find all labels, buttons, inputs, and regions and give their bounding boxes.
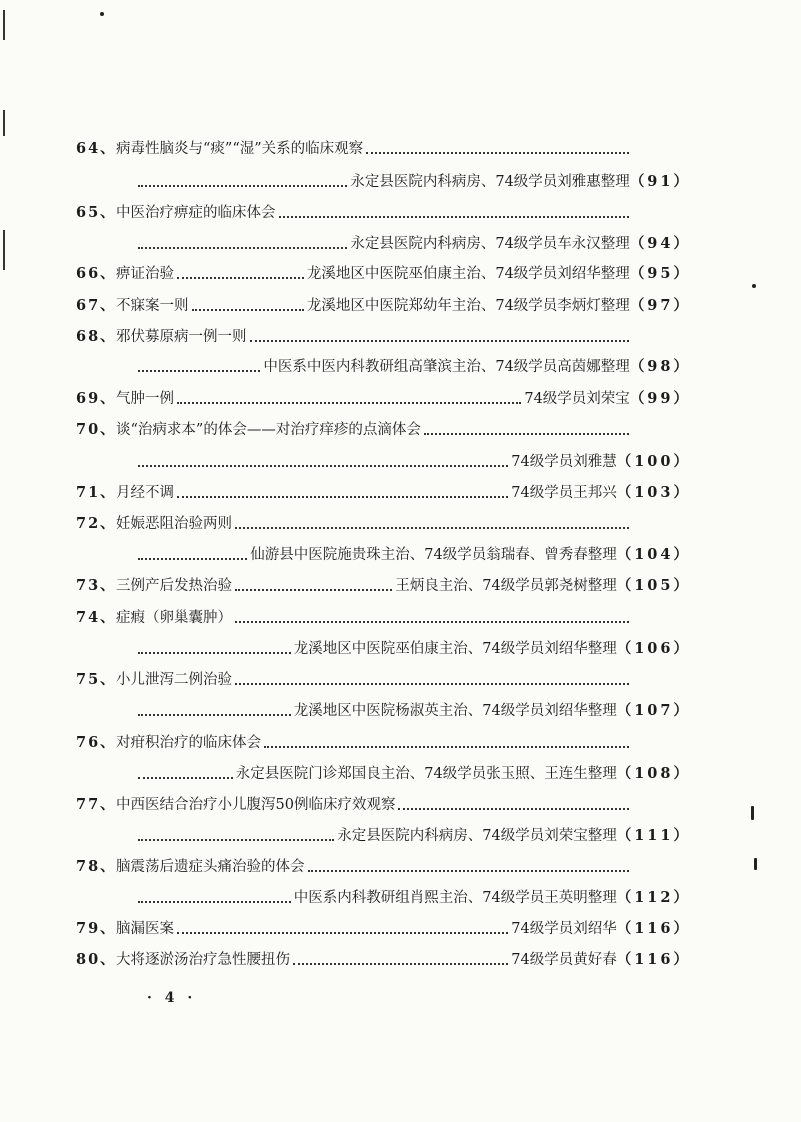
scan-edge-mark xyxy=(3,110,5,136)
entry-number: 77、 xyxy=(76,796,117,813)
entry-page: （111） xyxy=(616,827,691,844)
dot-leader xyxy=(235,683,629,685)
dot-leader xyxy=(235,589,392,591)
entry-page: （91） xyxy=(629,173,691,190)
entry-number: 69、 xyxy=(76,390,117,407)
toc-entry-79 xyxy=(76,919,691,941)
scan-speck xyxy=(100,12,104,16)
entry-page: （95） xyxy=(629,265,691,282)
dot-leader xyxy=(264,746,629,748)
dot-leader xyxy=(138,839,334,841)
entry-page: （116） xyxy=(616,951,691,968)
entry-title: 不寐案一则 xyxy=(116,298,189,314)
dot-leader xyxy=(138,901,291,903)
entry-number: 79、 xyxy=(76,920,117,937)
entry-number: 73、 xyxy=(76,577,117,594)
entry-number: 78、 xyxy=(76,858,117,875)
entry-credit: 王炳良主治、74级学员郭尧树整理 xyxy=(395,578,617,594)
entry-credit: 中医系内科教研组肖熙主治、74级学员王英明整理 xyxy=(293,890,617,906)
entry-title: 病毒性脑炎与“痰”“湿”关系的临床观察 xyxy=(116,141,364,157)
entry-title: 邪伏募原病一例一则 xyxy=(116,329,247,345)
entry-page: （100） xyxy=(616,453,691,470)
entry-title: 妊娠恶阻治验两则 xyxy=(116,516,232,532)
toc-entry-64 xyxy=(76,139,632,161)
entry-page: （116） xyxy=(616,920,691,937)
entry-page: （94） xyxy=(629,235,691,252)
scan-speck xyxy=(754,858,757,870)
toc-entry-74 xyxy=(76,608,632,630)
entry-title: 谈“治病求本”的体会——对治疗痒疹的点滴体会 xyxy=(116,422,421,438)
entry-title: 症瘕（卵巢囊肿） xyxy=(116,610,232,626)
dot-leader xyxy=(398,808,629,810)
dot-leader xyxy=(177,496,508,498)
toc-entry-71 xyxy=(76,483,691,505)
entry-credit: 中医系中医内科教研组高肇滨主治、74级学员高茵娜整理 xyxy=(263,359,630,375)
dot-leader xyxy=(366,152,629,154)
dot-leader xyxy=(138,714,291,716)
entry-number: 64、 xyxy=(76,140,117,157)
scan-edge-mark xyxy=(3,10,5,40)
toc-entry-75 xyxy=(76,670,632,692)
toc-entry-74-credit xyxy=(135,639,691,661)
toc-entry-70 xyxy=(76,420,632,442)
entry-page: （112） xyxy=(616,889,691,906)
entry-credit: 永定县医院内科病房、74级学员车永汉整理 xyxy=(350,236,630,252)
entry-credit: 74级学员黄好春 xyxy=(511,952,617,968)
dot-leader xyxy=(424,433,629,435)
scan-edge-mark xyxy=(3,230,5,270)
dot-leader xyxy=(308,870,630,872)
entry-page: （107） xyxy=(616,702,691,719)
entry-number: 70、 xyxy=(76,421,117,438)
toc-entry-66 xyxy=(76,264,691,286)
toc-entry-75-credit xyxy=(135,701,691,723)
toc-entry-65-credit xyxy=(135,234,691,256)
dot-leader xyxy=(293,963,508,965)
entry-credit: 龙溪地区中医院巫伯康主治、74级学员刘绍华整理 xyxy=(293,641,617,657)
dot-leader xyxy=(138,185,347,187)
entry-title: 脑震荡后遗症头痛治验的体会 xyxy=(116,859,305,875)
entry-page: （106） xyxy=(616,640,691,657)
entry-title: 月经不调 xyxy=(116,485,174,501)
entry-title: 中西医结合治疗小儿腹泻50例临床疗效观察 xyxy=(116,797,396,813)
dot-leader xyxy=(177,402,521,404)
entry-title: 脑漏医案 xyxy=(116,921,174,937)
entry-title: 小儿泄泻二例治验 xyxy=(116,672,232,688)
entry-number: 66、 xyxy=(76,265,117,282)
entry-number: 76、 xyxy=(76,734,117,751)
entry-page: （97） xyxy=(629,297,691,314)
toc-entry-72-credit xyxy=(135,545,691,567)
entry-credit: 龙溪地区中医院巫伯康主治、74级学员刘绍华整理 xyxy=(306,266,630,282)
entry-page: （108） xyxy=(616,765,691,782)
toc-entry-68-credit xyxy=(135,357,691,379)
toc-entry-69 xyxy=(76,389,691,411)
toc-entry-70-credit xyxy=(135,452,691,474)
toc-entry-78 xyxy=(76,857,632,879)
toc-entry-72 xyxy=(76,514,632,536)
entry-credit: 永定县医院门诊郑国良主治、74级学员张玉照、王连生整理 xyxy=(235,766,617,782)
entry-credit: 永定县医院内科病房、74级学员刘荣宝整理 xyxy=(337,828,617,844)
scan-speck xyxy=(752,284,756,288)
toc-entry-76 xyxy=(76,733,632,755)
entry-page: （99） xyxy=(629,390,691,407)
entry-credit: 龙溪地区中医院杨淑英主治、74级学员刘绍华整理 xyxy=(293,703,617,719)
entry-credit: 仙游县中医院施贵珠主治、74级学员翁瑞春、曾秀春整理 xyxy=(250,547,617,563)
entry-number: 65、 xyxy=(76,204,117,221)
entry-title: 三例产后发热治验 xyxy=(116,578,232,594)
entry-title: 大将逐淤汤治疗急性腰扭伤 xyxy=(116,952,290,968)
entry-title: 中医治疗痹症的临床体会 xyxy=(116,205,276,221)
toc-entry-80 xyxy=(76,950,691,972)
entry-title: 痹证治验 xyxy=(116,266,174,282)
dot-leader xyxy=(235,621,629,623)
entry-number: 74、 xyxy=(76,609,117,626)
entry-number: 67、 xyxy=(76,297,117,314)
entry-page: （103） xyxy=(616,484,691,501)
dot-leader xyxy=(138,652,291,654)
toc-entry-77 xyxy=(76,795,632,817)
dot-leader xyxy=(138,465,508,467)
entry-credit: 龙溪地区中医院郑幼年主治、74级学员李炳灯整理 xyxy=(306,298,630,314)
toc-entry-68 xyxy=(76,327,632,349)
dot-leader xyxy=(192,309,304,311)
entry-credit: 74级学员刘雅慧 xyxy=(511,454,617,470)
dot-leader xyxy=(138,370,260,372)
scan-speck xyxy=(751,806,754,820)
dot-leader xyxy=(250,340,630,342)
dot-leader xyxy=(138,777,233,779)
toc-entry-73 xyxy=(76,576,691,598)
dot-leader xyxy=(177,932,508,934)
toc-entry-77-credit xyxy=(135,826,691,848)
dot-leader xyxy=(138,558,247,560)
entry-page: （98） xyxy=(629,358,691,375)
entry-credit: 74级学员刘绍华 xyxy=(511,921,617,937)
toc-entry-65 xyxy=(76,203,632,225)
dot-leader xyxy=(177,277,304,279)
toc-entry-76-credit xyxy=(135,764,691,786)
entry-credit: 永定县医院内科病房、74级学员刘雅惠整理 xyxy=(350,174,630,190)
toc-entry-78-credit xyxy=(135,888,691,910)
entry-number: 68、 xyxy=(76,328,117,345)
entry-number: 72、 xyxy=(76,515,117,532)
entry-page: （105） xyxy=(616,577,691,594)
entry-title: 对疳积治疗的临床体会 xyxy=(116,735,261,751)
entry-number: 80、 xyxy=(76,951,117,968)
entry-credit: 74级学员王邦兴 xyxy=(511,485,617,501)
dot-leader xyxy=(279,216,630,218)
entry-page: （104） xyxy=(616,546,691,563)
dot-leader xyxy=(235,527,629,529)
toc-entry-64-credit xyxy=(135,172,691,194)
entry-number: 75、 xyxy=(76,671,117,688)
entry-number: 71、 xyxy=(76,484,117,501)
page-number: · 4 · xyxy=(147,990,197,1006)
toc-entry-67 xyxy=(76,296,691,318)
entry-credit: 74级学员刘荣宝 xyxy=(524,391,630,407)
entry-title: 气肿一例 xyxy=(116,391,174,407)
dot-leader xyxy=(138,247,347,249)
